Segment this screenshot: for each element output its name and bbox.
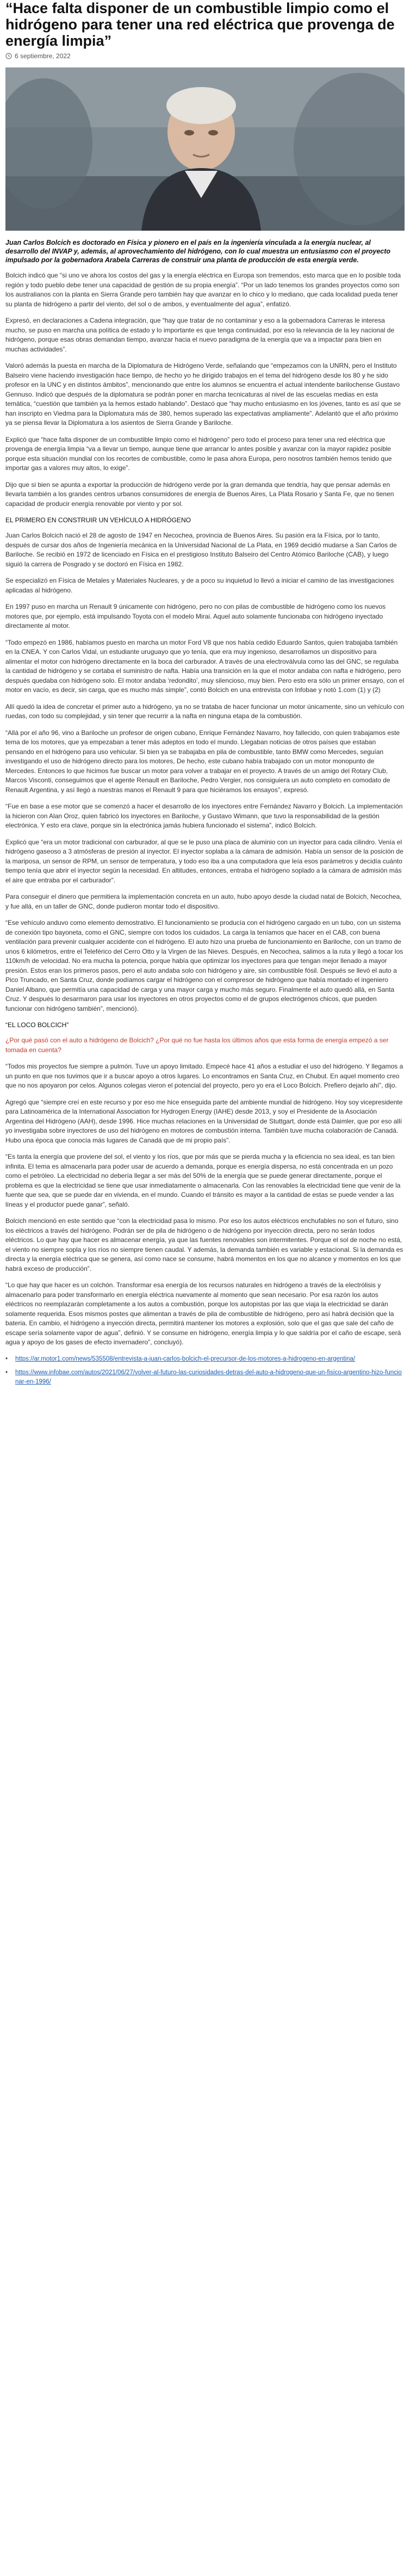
paragraph: Agregó que “siempre creí en este recurso y por eso me hice enseguida parte del ambiente mundial de hidrógeno. Hoy soy vicepresidente para Latinoamérica de la International Association for Hydrogen Energy (IAHE) desde 2013, y soy el Presidente de la Asociación Argentina del Hidrógeno (AAH), desde 1996. Hice muchas relaciones en la Universidad de Stuttgart, donde está Daimler, que por eso allí yo investigaba sobre inyectores de uso del hidrógeno en motores de combustión interna. También tuve mucha colaboración de Canadá. Hubo una época que conocía más lugares de Canadá que de mi propio país”.	[5, 1098, 403, 1144]
paragraph: “Ese vehículo anduvo como elemento demostrativo. El funcionamiento se producía con el hidrógeno cargado en un tubo, con un sistema de conexión tipo bayoneta, como el GNC, siempre con todos los cuidados. La carga la teníamos que hacer en el CAB, con buena ventilación para prevenir cualquier accidente con el hidrógeno. El auto hizo una prueba de funcionamiento en Bariloche, con un tramo de unos 6 kilómetros, entre el Teleférico del Cerro Otto y la Virgen de las Nieves. Después, en Necochea, salimos a la ruta y llegó a tocar los 110km/h de velocidad. No era mucha la potencia, porque había que optimizar los inyectores para que tengan mejor llenado a mayor presión. Estos eran los primeros pasos, pero el auto andaba solo con hidrógeno y aire, sin combustible fósil. Después se llevó el auto a Pico Truncado, en Santa Cruz, donde podíamos cargar el hidrógeno con el compresor de hidrógeno que había montado el ingeniero Daniel Albano, que permitía una capacidad de carga y una mayor carga y mucho más seguro. Finalmente el auto quedó allá, en Santa Cruz. Y después lo desarmaron para usar los inyectores en otros proyectos como el de grupos electrógenos chicos, que pueden funcionar con hidrógeno también”, mencionó).	[5, 919, 403, 1012]
paragraph: “Todos mis proyectos fue siempre a pulmón. Tuve un apoyo limitado. Empecé hace 41 años a estudiar el uso del hidrógeno. Y llegamos a un punto en que nos tuvimos que ir a buscar apoyo a otros lugares. Lo encontramos en Santa Cruz, en Chubut. En aquel momento creo que no nos apoyaron por celos. Algunos colegas vieron el potencial del proyecto, pero yo era el Loco Bolcich. Prefiero dejarlo ahí”, dijo.	[5, 1062, 403, 1089]
paragraph: Bolcich indicó que “si uno ve ahora los costos del gas y la energía eléctrica en Europa son tremendos, esto marca que en lo posible toda región y todo pueblo debe tener una capacidad de gestión de su propia energía”. “Por un lado tenemos los grandes proyectos como son los australianos con la planta en Sierra Grande pero también hay que avanzar en lo chico y lo mediano, que cada localidad pueda tener su planta de hidrógeno a partir del viento, del sol o de ambos, y eventualmente del agua”, enfatizó.	[5, 271, 401, 308]
paragraph: “Lo que hay que hacer es un colchón. Transformar esa energía de los recursos naturales en hidrógeno a través de la electrólisis y almacenarlo para poder transformarlo en energía eléctrica nuevamente al momento que sean necesario. Por esa razón los autos eléctricos no reemplazarán completamente a los autos a combustión, porque los autopistas por las que viaja la electricidad se darán solamente requerida. Esos mismos postes que alimentan a través de pila de combustible de hidrógeno, pero así habrá decisión que la bateria. En cambio, el hidrógeno a inyección directa, permitirá mantener los motores a explosión, solo que el gas que sale del caño de escape sería solamente vapor de agua”, definió. Y se consume en hidrógeno, energía limpia y lo que saldría por el caño de escape, será agua y apoyo de los gases de efecto invernadero”, concluyó).	[5, 1281, 401, 1346]
source-item	[5, 1355, 405, 1364]
article-meta	[5, 52, 405, 60]
paragraph: Bolcich mencionó en este sentido que “con la electricidad pasa lo mismo. Por eso los autos eléctricos enchufables no son el futuro, sino los eléctricos a través del hidrógeno. Podrán ser de pila de hidrógeno o de hidrógeno por inyección directa, pero no serán todos eléctricos. Lo que hay que hacer es almacenar energía, ya que las fuentes renovables son intermitentes. Porque el sol de noche no está, el viento no siempre sopla y los ríos no siempre tienen caudal. Y además, la demanda también es variable y estacional. Si la demanda es directa y la energía eléctrica que se genera, así como nace se consume, habrá momentos en los que no alcance y momentos en los que habrá exceso de producción”.	[5, 1217, 403, 1272]
paragraph: Para conseguir el dinero que permitiera la implementación concreta en un auto, hubo apoyo desde la ciudad natal de Bolcich, Necochea, y fue allá, en un taller de GNC, donde pudieron montar todo el dispositivo.	[5, 893, 402, 910]
paragraph: “Fue en base a ese motor que se comenzó a hacer el desarrollo de los inyectores entre Fernández Navarro y Bolcich. La implementación la hicieron con Alan Oroz, quien fabricó los inyectores en Bariloche, y Gustavo Wimann, que tuvo la responsabilidad de la gestión electrónica. Y esto era clave, porque sin la electrónica jamás hubiera funcionado el sistema”, indicó Bolcich.	[5, 802, 403, 829]
interview-question: ¿Por qué pasó con el auto a hidrógeno de Bolcich? ¿Por qué no fue hasta los últimos años que esta forma de energía empezó a ser tomada en cuenta?	[5, 1036, 389, 1054]
portrait-illustration	[5, 67, 405, 231]
paragraph: Juan Carlos Bolcich nació el 28 de agosto de 1947 en Necochea, provincia de Buenos Aires. Su pasión era la Física, por lo tanto, después de cursar dos años de Ingeniería mecánica en la Universidad Nacional de La Plata, en 1969 decidió mudarse a San Carlos de Bariloche. Se recibió en 1972 de licenciado en Física en el prestigioso Instituto Balseiro del Centro Atómico Bariloche (CAB), y luego siguió la carrera de Posgrado y se doctoró en Física en 1982.	[5, 532, 397, 568]
source-item	[5, 1368, 405, 1387]
bullet-dot: •	[5, 1369, 8, 1376]
paragraph: Dijo que si bien se apunta a exportar la producción de hidrógeno verde por la gran demanda que tendría, hay que pensar además en llevarla también a los grandes centros urbanos consumidores de energía de Buenos Aires, La Plata Rosario y Santa Fe, que no tienen capacidad de producir energía renovable por viento y por sol.	[5, 480, 394, 508]
paragraph: “Es tanta la energía que proviene del sol, el viento y los ríos, que por más que se pierda mucha y la eficiencia no sea ideal, es tan bien infinita. El tema es almacenarla para poder usar de acuerdo a demanda, porque es energía dispersa, no está concentrada en un pozo como el petróleo. La electricidad no debería llegar a ser más del 50% de la energía que se puede generar directamente, porque el problema es que la electricidad se tiene que usar inmediatamente o almacenarla. Con las renovables la electricidad tiene que venir de la fuente que sea, que se puede dar en vivienda, en el mundo. Cuando el tránsito es mayor a la cantidad de estas se puede vender a las líneas y el productor puede ganar”, señaló.	[5, 1153, 401, 1208]
source-link[interactable]: https://ar.motor1.com/news/535508/entrevista-a-juan-carlos-bolcich-el-precursor-de-los-motores-a-hidrogeno-en-argentina/	[15, 1355, 356, 1362]
paragraph: Explicó que “era un motor tradicional con carburador, al que se le puso una placa de aluminio con un inyector para cada cilindro. Venía el hidrógeno gaseoso a 3 atmósferas de presión al inyector. El inyector soplaba a la cámara de admisión. Había un sensor de la posición de la mariposa, un sensor de RPM, un sensor de temperatura, y todo eso iba a una computadora que leía esos parámetros y decidía cuánto tiempo tenía que abrir el inyector según la necesidad. En altitudes, entonces, entraba el hidrógeno soplado a la cámara de admisión más el aire que entraba por el carburador”.	[5, 838, 403, 884]
paragraph: Allí quedó la idea de concretar el primer auto a hidrógeno, ya no se trataba de hacer funcionar un motor únicamente, sino un vehículo con ruedas, con todo su complejidad, y sin tener que recurrir a la nafta en ninguna etapa de la combustión.	[5, 702, 405, 720]
paragraph: Se especializó en Física de Metales y Materiales Nucleares, y de a poco su inquietud lo llevó a iniciar el camino de las investigaciones aplicadas al hidrógeno.	[5, 577, 394, 594]
paragraph: Expresó, en declaraciones a Cadena integración, que “hay que tratar de no contaminar y eso a la gobernadora Carreras le interesa mucho, se puso en marcha una política de estado y lo importante es que tenga continuidad, por eso la relevancia de la ley nacional de hidrógeno, porque esas obras demandan tiempo, avanzar hacia el nuevo paradigma de la energía que va a impactar para bien en muchas actividades”.	[5, 317, 395, 353]
paragraph: Valoró además la puesta en marcha de la Diplomatura de Hidrógeno Verde, señalando que “empezamos con la UNRN, pero el Instituto Balseiro viene haciendo investigación hace tiempo, de hecho yo he dirigido trabajos en el tema del hidrógeno desde los 80 y he sido profesor en la UNC y en distintos ámbitos”, mencionando que entre los alumnos se encuentra el actual intendente barilochense Gustavo Gennuso. Indicó que después de la diplomatura se podrán poner en marcha tecnicaturas al nivel de las escuelas medias en esta temática, “cuestión que también ya la hemos estado hablando”. Destacó que “hay mucho entusiasmo en los jóvenes, tanto es así que se han inscripto en Viedma para la Diplomatura más de 380, hemos superado las expectativas ampliamente”. Adelantó que el año próximo ya se piensa llevar la Diplomatura a los asientos de Sierra Grande y Bariloche.	[5, 362, 401, 427]
article-title: “Hace falta disponer de un combustible limpio como el hidrógeno para tener una red eléctrica que provenga de energía limpia”	[5, 0, 395, 49]
clock-icon	[5, 53, 12, 59]
article-date: 6 septiembre, 2022	[15, 52, 71, 60]
paragraph: En 1997 puso en marcha un Renault 9 únicamente con hidrógeno, pero no con pilas de combustible de hidrógeno como los nuevos motores que, por ejemplo, está impulsando Toyota con el modelo Mirai. Aquel auto solamente funcionaba con hidrógeno inyectado directamente al motor.	[5, 603, 386, 629]
source-link[interactable]: https://www.infobae.com/autos/2021/06/27/volver-al-futuro-las-curiosidades-detras-del-auto-a-hidrogeno-que-un-fisico-argentino-hizo-funcionar-en-1996/	[15, 1369, 402, 1385]
paragraph: Explicó que “hace falta disponer de un combustible limpio como el hidrógeno” pero todo el proceso para tener una red eléctrica que provenga de energía limpia “va a llevar un tiempo, aunque tiene que arrancar lo antes posible y avanzar con la mayor rapidez posible porque esta situación mundial con los recortes de combustible, como le pasa ahora Europa, pero nosotros también hemos tenido que importar gas a valores muy altos, lo exige”.	[5, 435, 392, 472]
paragraph: “Todo empezó en 1986, habíamos puesto en marcha un motor Ford V8 que nos había cedido Eduardo Santos, quien trabajaba también en la CNEA. Y con Carlos Vidal, un estudiante uruguayo que yo tenía, que era muy ingenioso, desarrollamos un dispositivo para alimentar el motor con hidrógeno directamente en la boca del carburador. A través de una electroválvula como las del GNC, se regulaba la cantidad de hidrógeno y se cortaba el suministro de nafta. Había una transición en la que el motor andaba con nafta e hidrógeno, pero después quedaba con hidrógeno solo. El motor andaba ‘redondito’, muy silencioso, muy bien. Pero esto era sólo un primer ensayo, con el motor en vacío, es decir, sin carga, que es mucho más simple”, contó Bolcich en una entrevista con Infobae y notó 1.com (1) y (2)	[5, 638, 405, 694]
sources-list	[5, 1355, 405, 1387]
hero-photo	[5, 67, 405, 231]
bullet-dot: •	[5, 1355, 8, 1362]
section-heading: EL PRIMERO EN CONSTRUIR UN VEHÍCULO A HIDRÓGENO	[5, 516, 191, 524]
article-lead: Juan Carlos Bolcich es doctorado en Física y pionero en el país en la ingeniería vinculada a la energía nuclear, al desarrollo del INVAP y, además, al aprovechamiento del hidrógeno, con lo cual muestra un entusiasmo con el proyecto impulsado por la gobernadora Arabela Carreras de construir una planta de producción de esta energía verde.	[5, 239, 391, 264]
section-heading: “EL LOCO BOLCICH”	[5, 1021, 69, 1029]
paragraph: “Allá por el año 96, vino a Bariloche un profesor de origen cubano, Enrique Fernández Navarro, hoy fallecido, con quien trabajamos este tema de los motores, que ya empezaban a tener más adeptos en todo el mundo. Llegaban noticias de otros países que estaban pensando en el hidrógeno para uso vehicular. Si bien ya se trabajaba en pila de combustible, tanto BMW como Mercedes, seguían investigando el uso de hidrógeno directo para los motores, De hecho, este cubano había trabajado con un motor monopunto de Mercedes. Entonces lo que hicimos fue buscar un motor para volver a trabajar en el proyecto. A través de un amigo del Rotary Club, Marcos Visconti, conseguimos que el agente Renault en Bariloche, Pedro Vergier, nos consiguiera un auto completo en comodato de Renault Argentina, y así llegó a nuestras manos el Renault 9 para que hiciéramos los ensayos”, expresó.	[5, 728, 400, 794]
